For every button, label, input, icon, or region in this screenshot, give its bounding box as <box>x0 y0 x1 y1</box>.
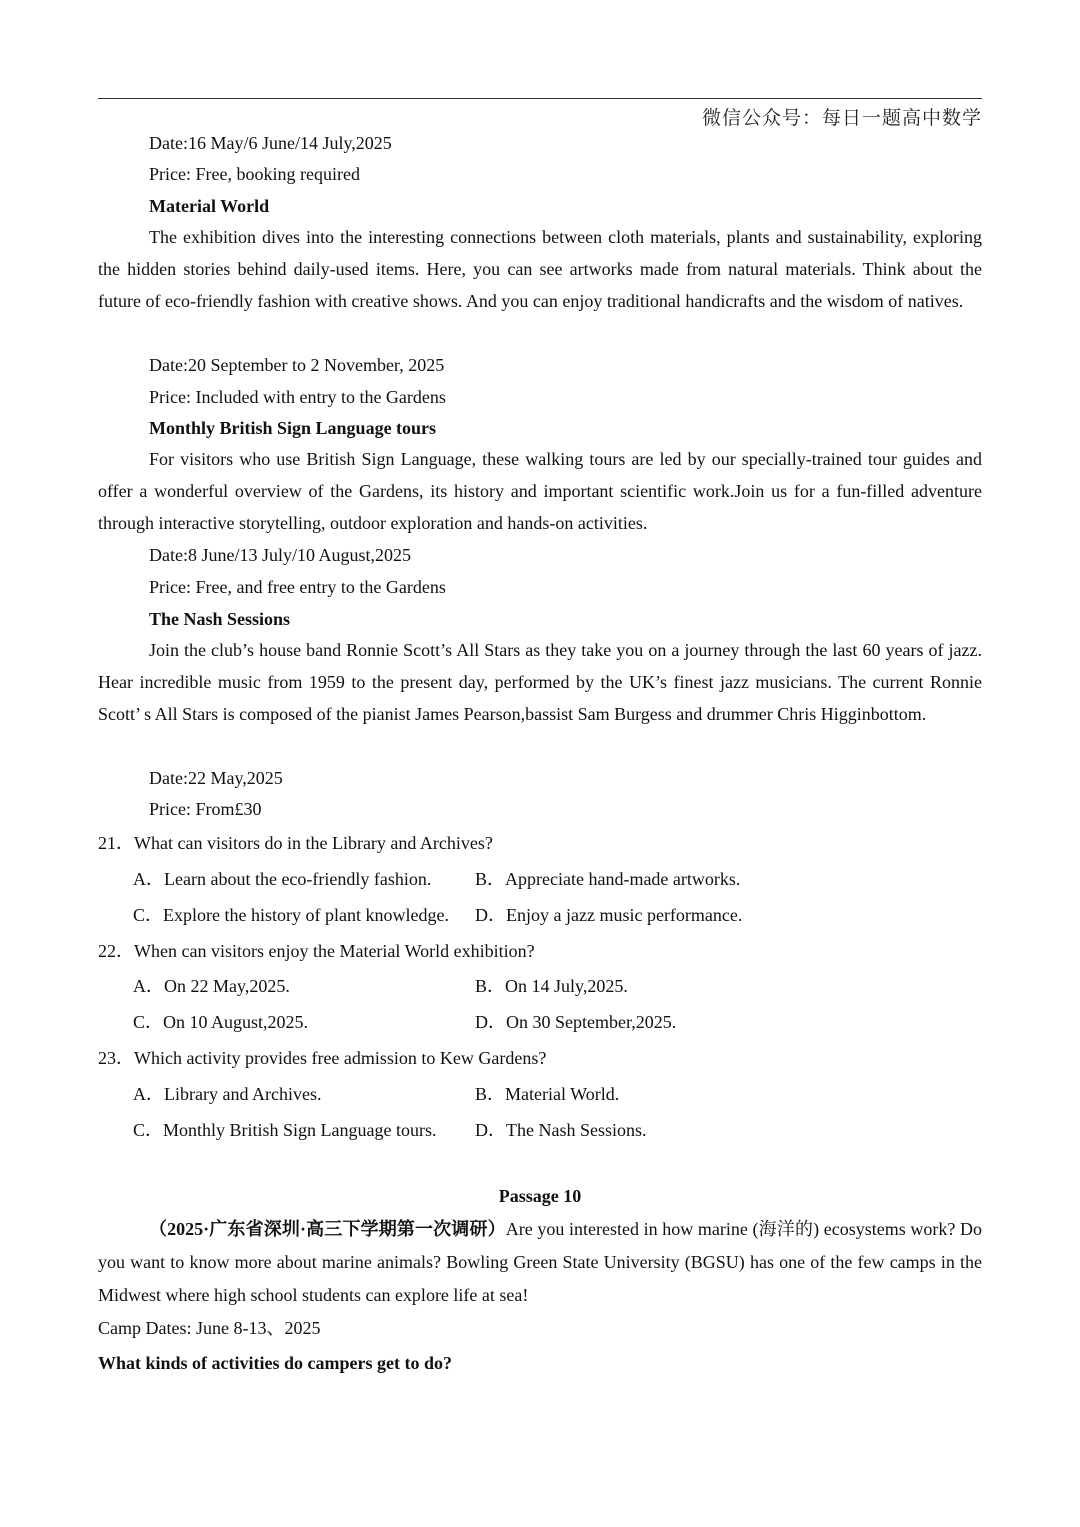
passage-10-source: （2025·广东省深圳·高三下学期第一次调研） <box>149 1219 506 1239</box>
question-21-option-d: D．Enjoy a jazz music performance. <box>475 905 743 925</box>
material-world-title: Material World <box>149 196 270 216</box>
material-world-date: Date:20 September to 2 November, 2025 <box>149 355 445 375</box>
passage-10-title: Passage 10 <box>498 1186 582 1206</box>
header-rule <box>98 98 982 99</box>
question-22-option-b: B．On 14 July,2025. <box>475 976 628 996</box>
library-price: Price: Free, booking required <box>149 164 360 184</box>
material-world-price: Price: Included with entry to the Gardens <box>149 387 446 407</box>
nash-body: Join the club’s house band Ronnie Scott’s All Stars as they take you on a journey through the last 60 years of jazz. Hear incredible music from 1959 to the present day, performed by the UK’s finest jazz musicians. The current Ronnie Scott’ s All Stars is composed of the pianist James Pearson,bassist Sam Burgess and drummer Chris Higginbottom. <box>98 640 982 724</box>
question-23-stem: 23．Which activity provides free admission to Kew Gardens? <box>98 1048 547 1068</box>
question-21-option-b: B．Appreciate hand-made artworks. <box>475 869 741 889</box>
question-23-option-b: B．Material World. <box>475 1084 620 1104</box>
sign-language-title: Monthly British Sign Language tours <box>149 418 437 438</box>
sign-language-body: For visitors who use British Sign Language, these walking tours are led by our specially-trained tour guides and offer a wonderful overview of the Gardens, its history and important scientific work.Join us for a fun-filled adventure through interactive storytelling, outdoor exploration and hands-on activities. <box>98 449 982 533</box>
material-world-body: The exhibition dives into the interesting connections between cloth materials, plants and sustainability, exploring the hidden stories behind daily-used items. Here, you can see artworks made from natural materials. Think about the future of eco-friendly fashion with creative shows. And you can enjoy traditional handicrafts and the wisdom of natives. <box>98 227 982 311</box>
nash-title: The Nash Sessions <box>149 609 291 629</box>
library-date: Date:16 May/6 June/14 July,2025 <box>149 133 392 153</box>
question-22-option-c: C．On 10 August,2025. <box>133 1012 309 1032</box>
question-21-stem: 21．What can visitors do in the Library and Archives? <box>98 833 493 853</box>
question-21-option-c: C．Explore the history of plant knowledge. <box>133 905 449 925</box>
question-22-stem: 22．When can visitors enjoy the Material World exhibition? <box>98 941 535 961</box>
question-21-option-a: A．Learn about the eco-friendly fashion. <box>133 869 432 889</box>
sign-language-price: Price: Free, and free entry to the Gardens <box>149 577 446 597</box>
activities-heading: What kinds of activities do campers get to do? <box>98 1353 452 1373</box>
question-23-option-d: D．The Nash Sessions. <box>475 1120 647 1140</box>
nash-date: Date:22 May,2025 <box>149 768 283 788</box>
question-22-option-a: A．On 22 May,2025. <box>133 976 290 996</box>
passage-10-intro <box>98 1213 982 1312</box>
sign-language-date: Date:8 June/13 July/10 August,2025 <box>149 545 411 565</box>
question-23-option-c: C．Monthly British Sign Language tours. <box>133 1120 437 1140</box>
watermark-header: 微信公众号：每日一题高中数学 <box>701 108 982 129</box>
camp-dates: Camp Dates: June 8-13、2025 <box>98 1318 321 1338</box>
question-22-option-d: D．On 30 September,2025. <box>475 1012 677 1032</box>
question-23-option-a: A．Library and Archives. <box>133 1084 322 1104</box>
nash-price: Price: From£30 <box>149 799 262 819</box>
passage-10-intro-text: Are you interested in how marine (海洋的) ecosystems work? Do you want to know more about marine animals? Bowling Green State University (BGSU) has one of the few camps in the Midwest where high school students can explore life at sea! <box>98 1219 982 1305</box>
